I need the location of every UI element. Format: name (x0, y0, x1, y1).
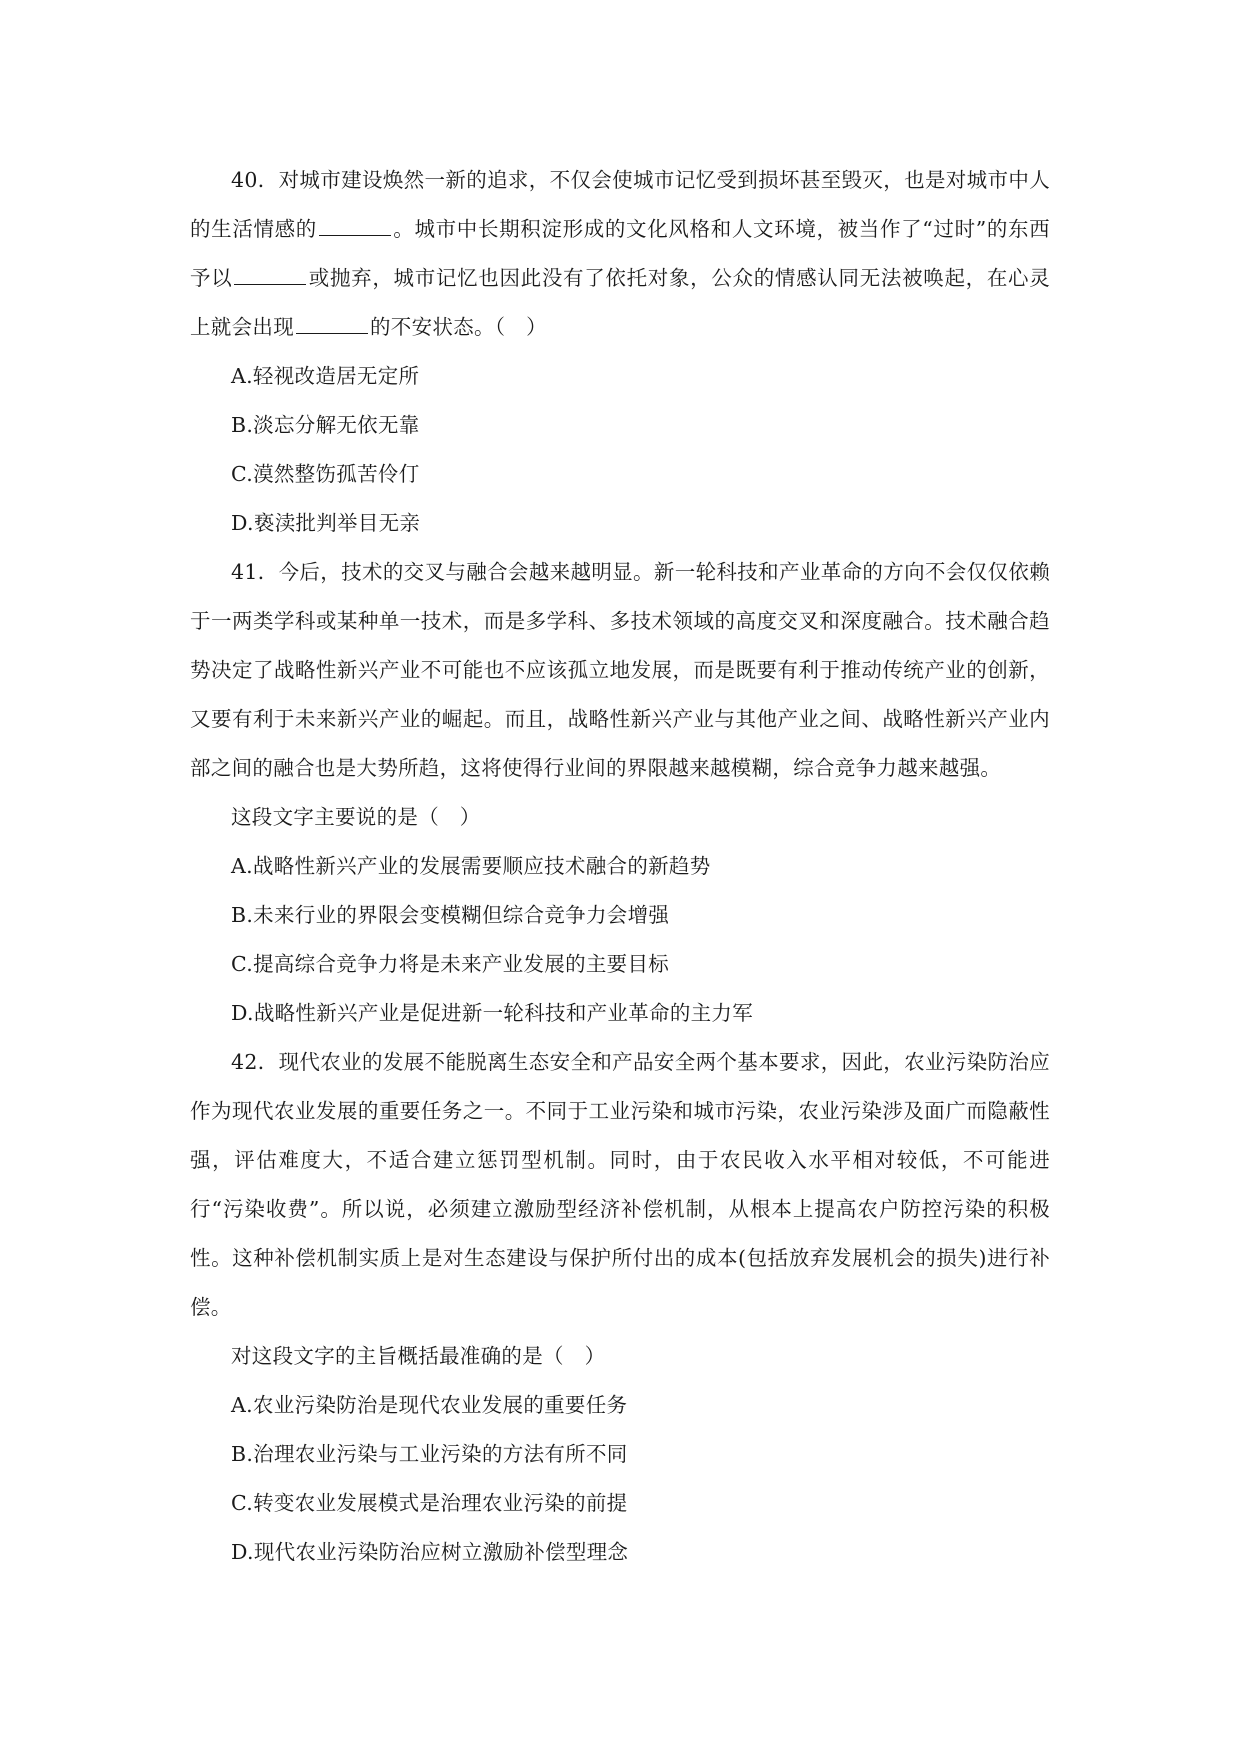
option-a: A.农业污染防治是现代农业发展的重要任务 (231, 1393, 628, 1417)
question-42 (190, 1038, 1050, 1577)
option-b: B.未来行业的界限会变模糊但综合竞争力会增强 (231, 903, 670, 927)
question-stem (190, 156, 1050, 352)
stem-text: 。城市中长期积淀形成的文化风格和人文环境，被当作了“过时”的东西予以 (190, 217, 1050, 290)
fill-blank (234, 266, 306, 285)
option-b: B.治理农业污染与工业污染的方法有所不同 (231, 1442, 628, 1466)
question-41 (190, 548, 1050, 1038)
question-prompt: 这段文字主要说的是（ ） (231, 805, 481, 829)
option-a: A.战略性新兴产业的发展需要顺应技术融合的新趋势 (231, 854, 711, 878)
stem-text: 或抛弃，城市记忆也因此没有了依托对象，公众的情感认同无法被唤起，在心灵上就会出现 (190, 266, 1051, 339)
question-stem: 42．现代农业的发展不能脱离生态安全和产品安全两个基本要求，因此，农业污染防治应作为现代农业发展的重要任务之一。不同于工业污染和城市污染，农业污染涉及面广而隐蔽性强，评估难度大，不适合建立惩罚型机制。同时，由于农民收入水平相对较低，不可能进行“污染收费”。所以说，必须建立激励型经济补偿机制，从根本上提高农户防控污染的积极性。这种补偿机制实质上是对生态建设与保护所付出的成本(包括放弃发展机会的损失)进行补偿。 (190, 1050, 1050, 1319)
exam-page (190, 156, 1050, 1577)
option-d: D.亵渎批判举目无亲 (231, 511, 421, 535)
option-c: C.转变农业发展模式是治理农业污染的前提 (231, 1491, 628, 1515)
option-c: C.提高综合竞争力将是未来产业发展的主要目标 (231, 952, 670, 976)
stem-text: 40．对城市建设焕然一新的追求，不仅会使城市记忆受到损坏甚至毁灭，也是对城市中人的生活情感的 (190, 168, 1050, 241)
option-c: C.漠然整饬孤苦伶仃 (231, 462, 420, 486)
option-a: A.轻视改造居无定所 (231, 364, 420, 388)
option-d: D.战略性新兴产业是促进新一轮科技和产业革命的主力军 (231, 1001, 754, 1025)
option-b: B.淡忘分解无依无靠 (231, 413, 420, 437)
stem-text: 的不安状态。（ ） (370, 315, 547, 339)
fill-blank (296, 315, 368, 334)
option-d: D.现代农业污染防治应树立激励补偿型理念 (231, 1540, 629, 1564)
question-40 (190, 156, 1050, 548)
question-stem: 41．今后，技术的交叉与融合会越来越明显。新一轮科技和产业革命的方向不会仅仅依赖于一两类学科或某种单一技术，而是多学科、多技术领域的高度交叉和深度融合。技术融合趋势决定了战略性新兴产业不可能也不应该孤立地发展，而是既要有利于推动传统产业的创新，又要有利于未来新兴产业的崛起。而且，战略性新兴产业与其他产业之间、战略性新兴产业内部之间的融合也是大势所趋，这将使得行业间的界限越来越模糊，综合竞争力越来越强。 (190, 560, 1050, 780)
fill-blank (319, 217, 391, 236)
question-prompt: 对这段文字的主旨概括最准确的是（ ） (231, 1344, 606, 1368)
